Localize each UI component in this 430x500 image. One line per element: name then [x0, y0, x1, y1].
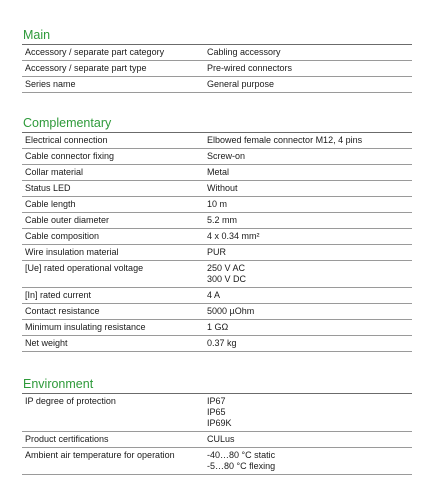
section-environment: [22, 377, 412, 475]
spec-value: [204, 320, 412, 335]
spec-row: [22, 77, 412, 93]
spec-value-line: IP69K: [207, 418, 232, 428]
spec-row: [22, 229, 412, 245]
spec-value-line: Pre-wired connectors: [207, 63, 293, 73]
spec-label: [In] rated current: [25, 290, 92, 300]
spec-label: Cable outer diameter: [25, 215, 110, 225]
spec-value-line: Metal: [207, 167, 230, 177]
section-complementary: [22, 116, 412, 352]
spec-label: IP degree of protection: [25, 396, 116, 406]
spec-label: Wire insulation material: [25, 247, 119, 257]
spec-value-line: Screw-on: [207, 151, 246, 161]
spec-value-line: General purpose: [207, 79, 275, 89]
spec-row: [22, 165, 412, 181]
spec-value: [204, 213, 412, 228]
spec-value: [204, 133, 412, 148]
section-title: Main: [22, 28, 412, 45]
spec-label: Cable connector fixing: [25, 151, 115, 161]
spec-label: Collar material: [25, 167, 84, 177]
spec-row: [22, 336, 412, 352]
spec-label: Electrical connection: [25, 135, 108, 145]
spec-value-line: 4 A: [207, 290, 221, 300]
spec-value: [204, 45, 412, 60]
spec-value: [204, 77, 412, 92]
spec-row: [22, 61, 412, 77]
spec-row: [22, 448, 412, 475]
section-title: Environment: [22, 377, 412, 394]
spec-row: [22, 304, 412, 320]
spec-label: Ambient air temperature for operation: [25, 450, 175, 460]
spec-value: [204, 149, 412, 164]
spec-row: [22, 181, 412, 197]
spec-value: [204, 336, 412, 351]
spec-label: Accessory / separate part category: [25, 47, 165, 57]
spec-row: [22, 432, 412, 448]
spec-value-line: -5…80 °C flexing: [207, 461, 276, 471]
spec-label: Status LED: [25, 183, 71, 193]
spec-row: [22, 197, 412, 213]
spec-value-line: 0.37 kg: [207, 338, 237, 348]
spec-row: [22, 245, 412, 261]
spec-value: [204, 61, 412, 76]
spec-label: Cable composition: [25, 231, 100, 241]
spec-value: [204, 165, 412, 180]
spec-row: [22, 45, 412, 61]
spec-row: [22, 261, 412, 288]
spec-row: [22, 320, 412, 336]
spec-value: [204, 181, 412, 196]
spec-value: [204, 261, 412, 287]
spec-label: Minimum insulating resistance: [25, 322, 146, 332]
spec-value: [204, 304, 412, 319]
spec-value-line: 10 m: [207, 199, 228, 209]
spec-row: [22, 213, 412, 229]
spec-value: [204, 432, 412, 447]
spec-label: Product certifications: [25, 434, 109, 444]
spec-value: [204, 245, 412, 260]
spec-value-line: Elbowed female connector M12, 4 pins: [207, 135, 363, 145]
spec-value-line: PUR: [207, 247, 227, 257]
spec-label: Contact resistance: [25, 306, 100, 316]
spec-value-line: Without: [207, 183, 238, 193]
spec-value: [204, 288, 412, 303]
spec-row: [22, 394, 412, 432]
spec-value-line: 250 V AC: [207, 263, 246, 273]
spec-value-line: IP67: [207, 396, 226, 406]
spec-value-line: IP65: [207, 407, 226, 417]
spec-value-line: 5000 µOhm: [207, 306, 255, 316]
spec-label: Net weight: [25, 338, 68, 348]
spec-value-line: Cabling accessory: [207, 47, 281, 57]
spec-label: Cable length: [25, 199, 76, 209]
spec-row: [22, 149, 412, 165]
spec-value-line: 4 x 0.34 mm²: [207, 231, 260, 241]
spec-value-line: -40…80 °C static: [207, 450, 276, 460]
spec-label: Accessory / separate part type: [25, 63, 147, 73]
spec-value: [204, 197, 412, 212]
section-title: Complementary: [22, 116, 412, 133]
spec-label: [Ue] rated operational voltage: [25, 263, 144, 273]
spec-value: [204, 448, 412, 474]
spec-row: [22, 133, 412, 149]
spec-value: [204, 229, 412, 244]
spec-value-line: 1 GΩ: [207, 322, 229, 332]
spec-value-line: CULus: [207, 434, 235, 444]
spec-label: Series name: [25, 79, 76, 89]
spec-value-line: 300 V DC: [207, 274, 247, 284]
spec-value: [204, 394, 412, 431]
spec-row: [22, 288, 412, 304]
section-main: [22, 28, 412, 93]
spec-value-line: 5.2 mm: [207, 215, 238, 225]
